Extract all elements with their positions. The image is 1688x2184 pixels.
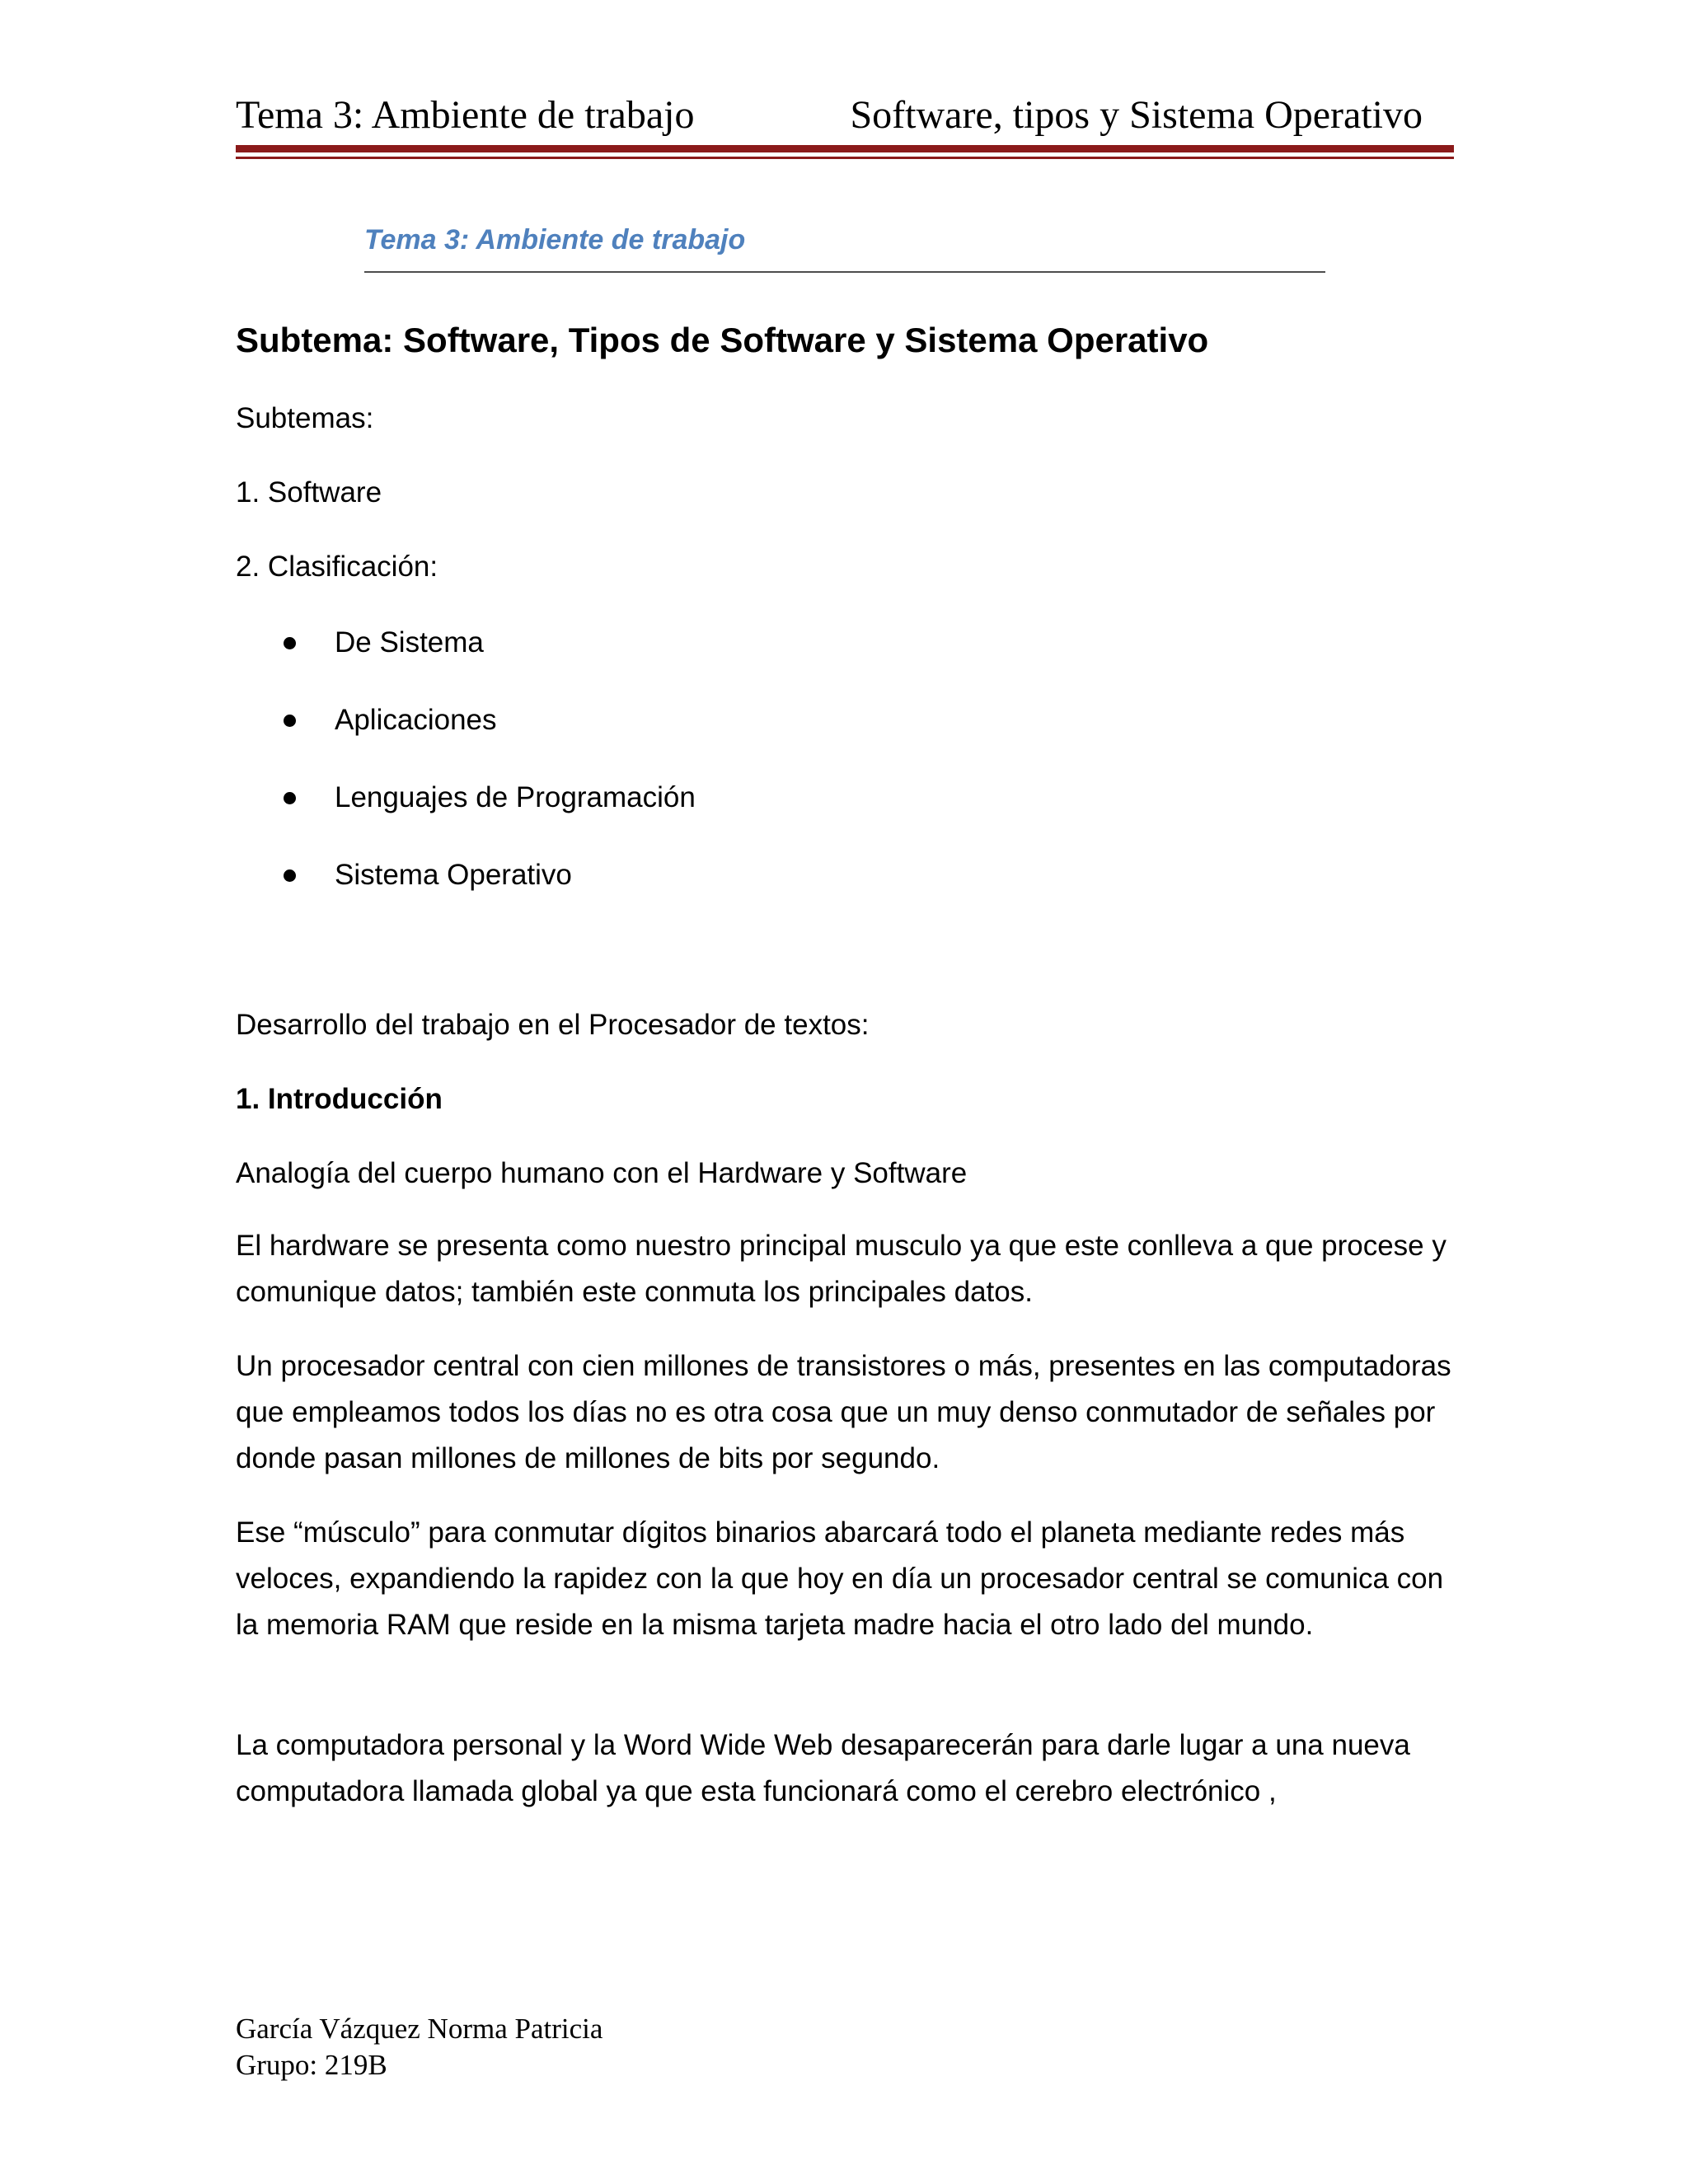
bullet-dot-icon xyxy=(284,715,296,727)
header-right-title: Software, tipos y Sistema Operativo xyxy=(850,93,1423,137)
header-rule-thick xyxy=(236,145,1454,152)
topic-label: Tema 3: Ambiente de trabajo xyxy=(364,224,746,255)
paragraph-computadora-global: La computadora personal y la Word Wide Web desaparecerán para darle lugar a una nueva computadora llamada global ya que esta funcionará como el cerebro electrónico , xyxy=(236,1729,1410,1807)
bullet-dot-icon xyxy=(284,637,296,649)
paragraph-musculo: Ese “músculo” para conmutar dígitos binarios abarcará todo el planeta mediante redes más veloces, expandiendo la rapidez con la que hoy en día un procesador central se comunica con la memoria RAM que reside en la misma tarjeta madre hacia el otro lado del mundo. xyxy=(236,1516,1444,1641)
list-item-clasificacion: 2. Clasificación: xyxy=(236,551,438,583)
bullet-dot-icon xyxy=(284,869,296,882)
bullet-dot-icon xyxy=(284,792,296,804)
header-rule-thin xyxy=(236,157,1454,159)
paragraph-procesador: Un procesador central con cien millones de transistores o más, presentes en las computadoras que empleamos todos los días no es otra cosa que un muy denso conmutador de señales por donde pasan millones de millones de bits por segundo. xyxy=(236,1350,1451,1474)
bullet-label: Aplicaciones xyxy=(335,704,497,736)
bullet-label: Lenguajes de Programación xyxy=(335,781,696,813)
bullet-label: De Sistema xyxy=(335,626,484,658)
topic-divider xyxy=(364,271,1325,273)
page-header xyxy=(236,92,1454,158)
page-footer xyxy=(236,2011,603,2083)
subtemas-label: Subtemas: xyxy=(236,402,374,434)
subtitle-heading: Subtema: Software, Tipos de Software y Sistema Operativo xyxy=(236,321,1209,359)
footer-group: Grupo: 219B xyxy=(236,2049,387,2081)
list-item-software: 1. Software xyxy=(236,476,382,509)
section-heading-introduccion: 1. Introducción xyxy=(236,1083,443,1115)
desarrollo-text: Desarrollo del trabajo en el Procesador de textos: xyxy=(236,1009,870,1041)
bullet-label: Sistema Operativo xyxy=(335,859,572,891)
paragraph-hardware: El hardware se presenta como nuestro principal musculo ya que este conlleva a que procese y comunique datos; también este conmuta los principales datos. xyxy=(236,1230,1447,1308)
footer-author: García Vázquez Norma Patricia xyxy=(236,2013,603,2045)
header-left-title: Tema 3: Ambiente de trabajo xyxy=(236,93,695,137)
analogia-text: Analogía del cuerpo humano con el Hardware y Software xyxy=(236,1157,968,1189)
